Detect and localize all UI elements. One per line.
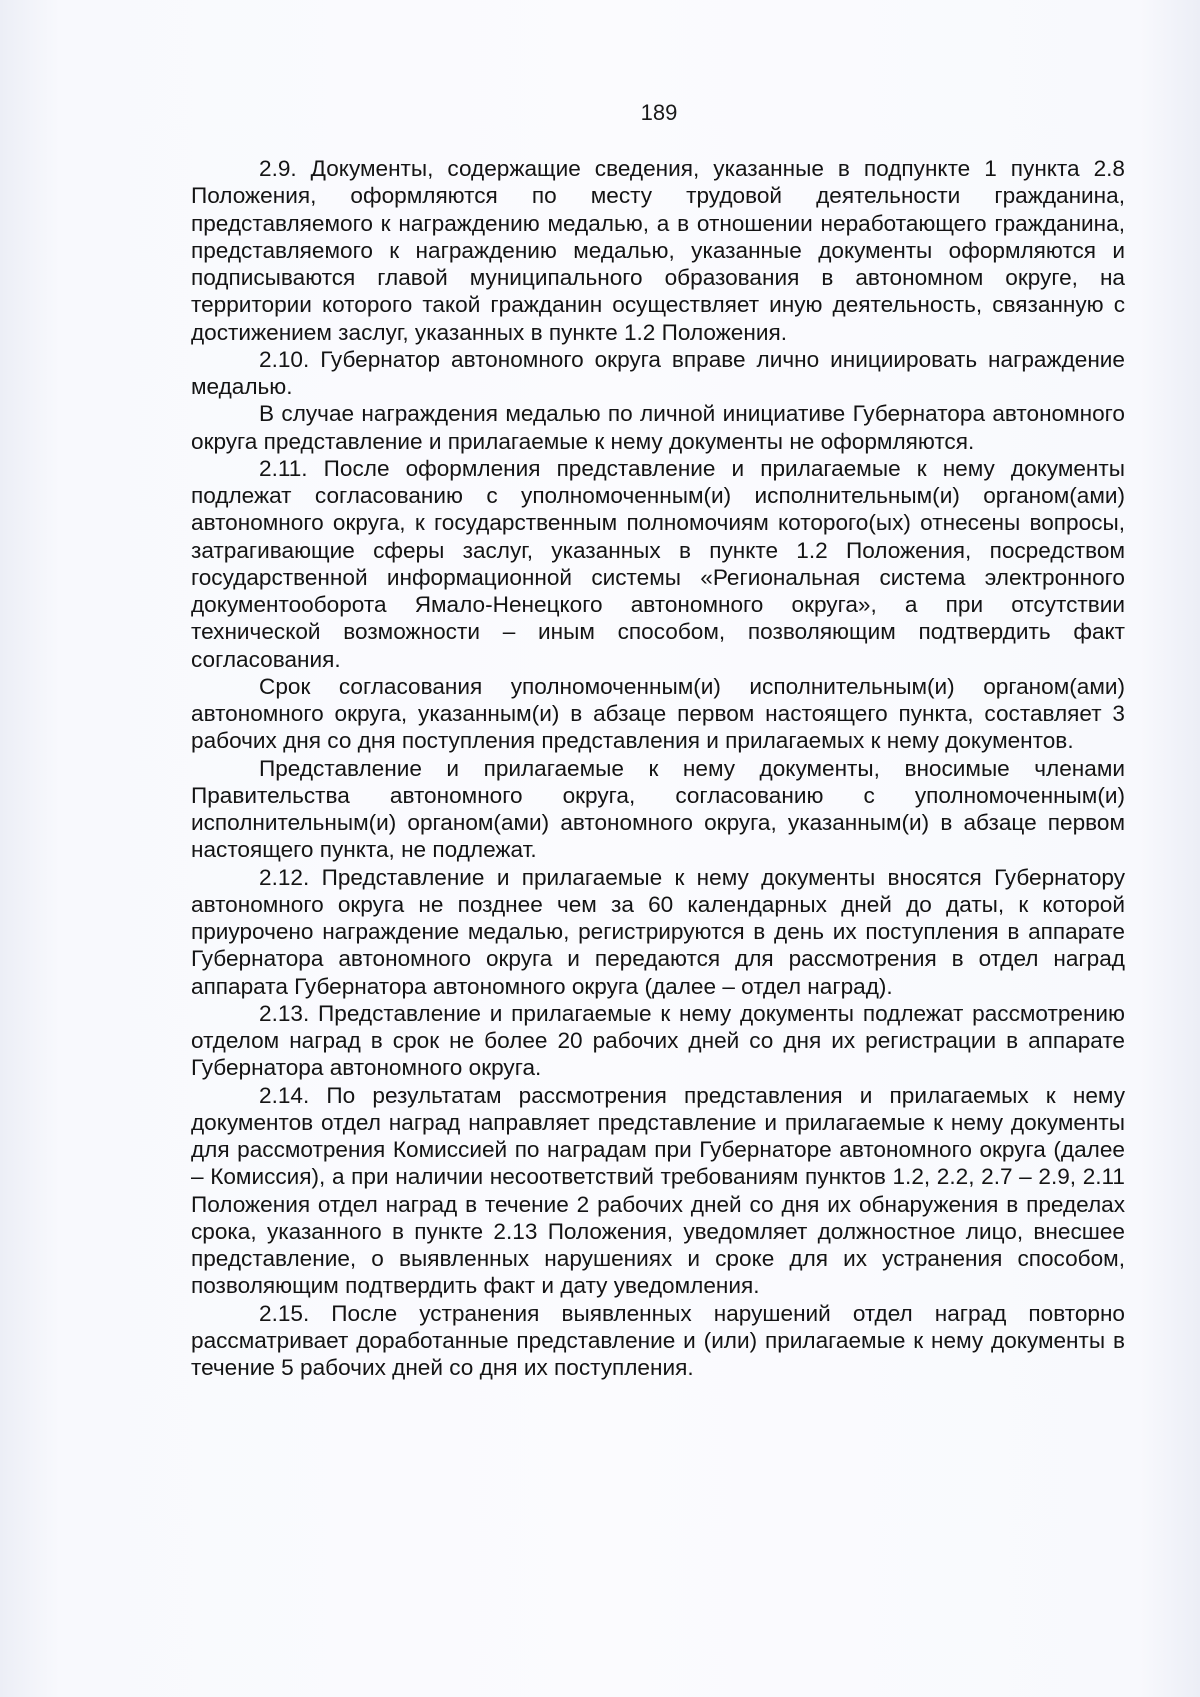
paragraph-2-11-deadline: Срок согласования уполномоченным(и) исполнительным(и) органом(ами) автономного округа, указанным(и) в абзаце первом настоящего пункта, составляет 3 рабочих дня со дня поступления представления и прилагаемых к нему документов.	[191, 673, 1125, 754]
paragraph-2-14: 2.14. По результатам рассмотрения представления и прилагаемых к нему документов отдел наград направляет представление и прилагаемые к нему документы для рассмотрения Комиссией по наградам при Губернаторе автономного округа (далее – Комиссия), а при наличии несоответствий требованиям пунктов 1.2, 2.2, 2.7 – 2.9, 2.11 Положения отдел наград в течение 2 рабочих дней со дня их обнаружения в пределах срока, указанного в пункте 2.13 Положения, уведомляет должностное лицо, внесшее представление, о выявленных нарушениях и сроке для их устранения способом, позволяющим подтвердить факт и дату уведомления.	[191, 1082, 1125, 1299]
document-body	[191, 155, 1125, 1381]
paragraph-2-10: 2.10. Губернатор автономного округа вправе лично инициировать награждение медалью.	[191, 346, 1125, 399]
page-number: 189	[640, 100, 678, 125]
paragraph-2-12: 2.12. Представление и прилагаемые к нему документы вносятся Губернатору автономного округа не позднее чем за 60 календарных дней до даты, к которой приурочено награждение медалью, регистрируются в день их поступления в аппарате Губернатора автономного округа и передаются для рассмотрения в отдел наград аппарата Губернатора автономного округа (далее – отдел наград).	[191, 864, 1125, 999]
paragraph-2-15: 2.15. После устранения выявленных нарушений отдел наград повторно рассматривает доработанные представление и (или) прилагаемые к нему документы в течение 5 рабочих дней со дня их поступления.	[191, 1300, 1125, 1380]
paragraph-2-11: 2.11. После оформления представление и прилагаемые к нему документы подлежат согласованию с уполномоченным(и) исполнительным(и) органом(ами) автономного округа, к государственным полномочиям которого(ых) отнесены вопросы, затрагивающие сферы заслуг, указанных в пункте 1.2 Положения, посредством государственной информационной системы «Региональная система электронного документооборота Ямало-Ненецкого автономного округа», а при отсутствии технической возможности – иным способом, позволяющим подтвердить факт согласования.	[191, 455, 1125, 672]
paragraph-2-11-exemption: Представление и прилагаемые к нему документы, вносимые членами Правительства автономного округа, согласованию с уполномоченным(и) исполнительным(и) органом(ами) автономного округа, указанным(и) в абзаце первом настоящего пункта, не подлежат.	[191, 755, 1125, 863]
paragraph-2-13: 2.13. Представление и прилагаемые к нему документы подлежат рассмотрению отделом наград в срок не более 20 рабочих дней со дня их регистрации в аппарате Губернатора автономного округа.	[191, 1000, 1125, 1081]
paragraph-2-10-continued: В случае награждения медалью по личной инициативе Губернатора автономного округа представление и прилагаемые к нему документы не оформляются.	[191, 401, 1125, 454]
paragraph-2-9: 2.9. Документы, содержащие сведения, указанные в подпункте 1 пункта 2.8 Положения, оформляются по месту трудовой деятельности гражданина, представляемого к награждению медалью, а в отношении неработающего гражданина, представляемого к награждению медалью, указанные документы оформляются и подписываются главой муниципального образования в автономном округе, на территории которого такой гражданин осуществляет иную деятельность, связанную с достижением заслуг, указанных в пункте 1.2 Положения.	[191, 156, 1125, 345]
